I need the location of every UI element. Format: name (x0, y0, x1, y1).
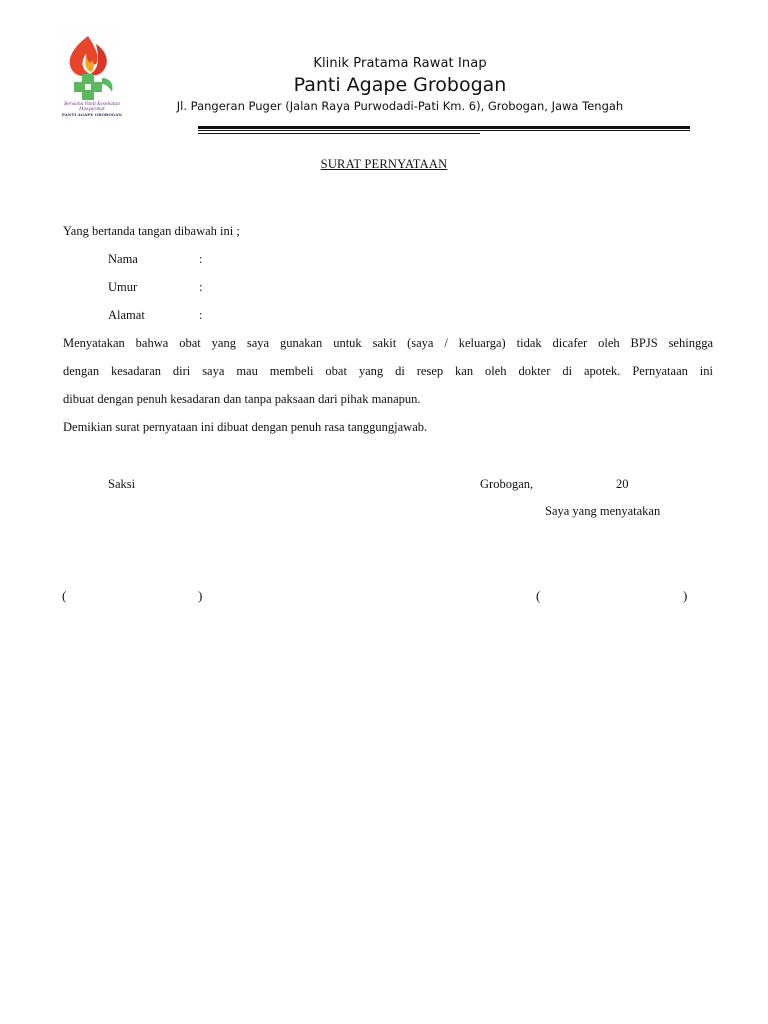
declarer-label: Saya yang menyatakan (545, 504, 661, 518)
letterhead-divider-thick (198, 126, 690, 129)
clinic-type: Klinik Pratama Rawat Inap (313, 56, 487, 71)
logo-tagline-1: Bersama Panti Kesehatan (64, 102, 120, 107)
closing-text: Demikian surat pernyataan ini dibuat dengan penuh rasa tanggungjawab. (63, 420, 428, 434)
field-label-umur: Umur (108, 280, 138, 294)
year-label: 20 (616, 477, 629, 491)
logo-tagline-2: Masyarakat (79, 107, 105, 112)
field-label-alamat: Alamat (108, 308, 145, 322)
declarer-signature-open: ( (536, 588, 541, 603)
witness-signature-open: ( (62, 588, 67, 603)
clinic-logo (58, 34, 126, 120)
field-colon-nama: : (199, 252, 203, 266)
field-label-nama: Nama (108, 252, 138, 266)
statement-line: dibuat dengan penuh kesadaran dan tanpa paksaan dari pihak manapun. (63, 392, 421, 406)
intro-text: Yang bertanda tangan dibawah ini ; (63, 224, 240, 238)
witness-signature-close: ) (198, 588, 203, 603)
witness-label: Saksi (108, 477, 136, 491)
clinic-name: Panti Agape Grobogan (293, 74, 507, 96)
logo-name: PANTI AGAPE GROBOGAN (61, 112, 123, 117)
statement-line: dengan kesadaran diri saya mau membeli obat yang di resep kan oleh dokter di apotek. Pernyataan ini (63, 364, 713, 378)
letterhead-divider-thin (198, 130, 690, 131)
statement-line: Menyatakan bahwa obat yang saya gunakan untuk sakit (saya / keluarga) tidak dicafer oleh BPJS sehingga (63, 336, 713, 350)
declarer-signature-close: ) (683, 588, 688, 603)
statement-paragraph (63, 335, 713, 419)
letterhead-divider-extra (198, 133, 480, 134)
field-colon-alamat: : (199, 308, 203, 322)
clinic-address: Jl. Pangeran Puger (Jalan Raya Purwodadi-Pati Km. 6), Grobogan, Jawa Tengah (176, 99, 624, 113)
flame-cross-icon (58, 34, 126, 102)
document-title: SURAT PERNYATAAN (320, 157, 448, 171)
field-colon-umur: : (199, 280, 203, 294)
place-label: Grobogan, (480, 477, 534, 491)
